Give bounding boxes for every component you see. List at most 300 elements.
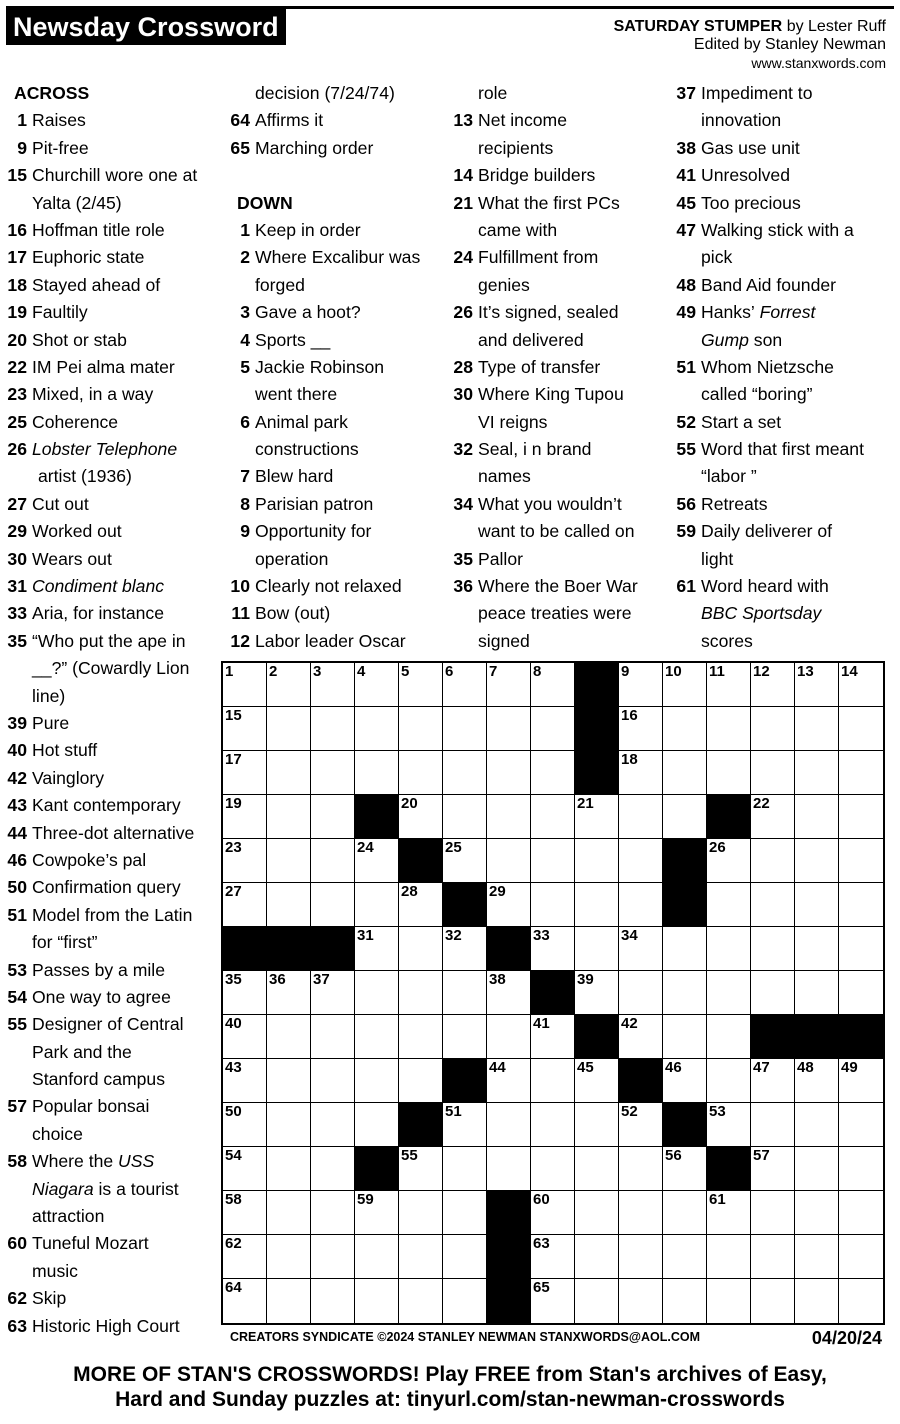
grid-cell[interactable] xyxy=(399,707,443,751)
author: by Lester Ruff xyxy=(786,18,886,35)
clue-text: Marching order xyxy=(255,137,374,158)
grid-cell[interactable] xyxy=(663,663,707,707)
grid-cell[interactable] xyxy=(311,1147,355,1191)
clue-number: 38 xyxy=(676,137,696,158)
black-square xyxy=(487,1279,531,1323)
grid-cell[interactable] xyxy=(487,883,531,927)
grid-cell[interactable] xyxy=(355,927,399,971)
grid-cell[interactable] xyxy=(575,883,619,927)
grid-cell[interactable] xyxy=(355,1059,399,1103)
grid-cell[interactable] xyxy=(399,1279,443,1323)
grid-cell[interactable] xyxy=(663,795,707,839)
grid-cell[interactable] xyxy=(443,971,487,1015)
grid-cell[interactable] xyxy=(751,707,795,751)
grid-cell[interactable] xyxy=(795,971,839,1015)
page-title: Newsday Crossword xyxy=(6,9,286,45)
website-link[interactable]: www.stanxwords.com xyxy=(751,55,886,71)
clue-text: “labor ” xyxy=(701,466,757,487)
cell-number: 12 xyxy=(753,663,770,680)
grid-cell[interactable] xyxy=(575,1279,619,1323)
grid-cell[interactable] xyxy=(223,1235,267,1279)
clue xyxy=(5,217,197,244)
clue-text: Animal park xyxy=(255,411,348,432)
grid-cell[interactable] xyxy=(751,795,795,839)
clue-number: 28 xyxy=(453,356,473,377)
grid-cell[interactable] xyxy=(795,839,839,883)
clue-number: 25 xyxy=(7,411,27,432)
grid-cell[interactable] xyxy=(795,751,839,795)
clue-text: scores xyxy=(701,630,753,651)
grid-cell[interactable] xyxy=(355,1103,399,1147)
grid-cell[interactable] xyxy=(487,707,531,751)
grid-cell[interactable] xyxy=(619,663,663,707)
grid-cell[interactable] xyxy=(355,883,399,927)
grid-cell[interactable] xyxy=(751,1235,795,1279)
grid-cell[interactable] xyxy=(619,707,663,751)
grid-cell[interactable] xyxy=(487,1147,531,1191)
grid-cell[interactable] xyxy=(531,707,575,751)
grid-cell[interactable] xyxy=(619,1279,663,1323)
grid-cell[interactable] xyxy=(751,1191,795,1235)
grid-cell[interactable] xyxy=(663,751,707,795)
grid-cell[interactable] xyxy=(443,1015,487,1059)
grid-cell[interactable] xyxy=(839,1191,883,1235)
grid-cell[interactable] xyxy=(443,663,487,707)
clue-text: Three-dot alternative xyxy=(32,822,195,843)
clue-column-4 xyxy=(674,80,864,655)
grid-cell[interactable] xyxy=(443,1279,487,1323)
clue-text: Blew hard xyxy=(255,466,334,487)
clue-continuation xyxy=(5,683,197,710)
cell-number: 49 xyxy=(841,1059,858,1076)
grid-cell[interactable] xyxy=(575,1103,619,1147)
grid-cell[interactable] xyxy=(531,1147,575,1191)
grid-cell[interactable] xyxy=(223,1279,267,1323)
grid-cell[interactable] xyxy=(751,751,795,795)
grid-cell[interactable] xyxy=(267,839,311,883)
grid-cell[interactable] xyxy=(443,1235,487,1279)
grid-cell[interactable] xyxy=(399,1147,443,1191)
clue-number: 8 xyxy=(240,493,250,514)
clue xyxy=(674,491,864,518)
grid-cell[interactable] xyxy=(311,751,355,795)
grid-cell[interactable] xyxy=(443,927,487,971)
grid-cell[interactable] xyxy=(531,751,575,795)
grid-cell[interactable] xyxy=(311,795,355,839)
grid-cell[interactable] xyxy=(311,1103,355,1147)
grid-cell[interactable] xyxy=(839,927,883,971)
black-square xyxy=(399,1103,443,1147)
grid-cell[interactable] xyxy=(575,971,619,1015)
cell-number: 16 xyxy=(621,707,638,724)
grid-cell[interactable] xyxy=(795,795,839,839)
clue-number: 30 xyxy=(7,548,27,569)
clue-text: Mixed, in a way xyxy=(32,384,154,405)
grid-cell[interactable] xyxy=(355,707,399,751)
grid-cell[interactable] xyxy=(267,795,311,839)
grid-cell[interactable] xyxy=(663,971,707,1015)
grid-cell[interactable] xyxy=(223,751,267,795)
clue-number: 61 xyxy=(676,576,696,597)
grid-cell[interactable] xyxy=(267,751,311,795)
grid-cell[interactable] xyxy=(487,795,531,839)
grid-cell[interactable] xyxy=(663,927,707,971)
clue-text: choice xyxy=(32,1123,83,1144)
grid-cell[interactable] xyxy=(707,839,751,883)
black-square xyxy=(443,883,487,927)
puzzle-byline xyxy=(614,18,886,36)
grid-cell[interactable] xyxy=(619,839,663,883)
grid-cell[interactable] xyxy=(751,1059,795,1103)
grid-cell[interactable] xyxy=(487,663,531,707)
grid-cell[interactable] xyxy=(839,751,883,795)
cell-number: 2 xyxy=(269,663,278,680)
grid-cell[interactable] xyxy=(443,839,487,883)
grid-cell[interactable] xyxy=(355,663,399,707)
grid-cell[interactable] xyxy=(707,1059,751,1103)
clue-text: Sports __ xyxy=(255,329,331,350)
grid-cell[interactable] xyxy=(707,1279,751,1323)
grid-cell[interactable] xyxy=(751,1103,795,1147)
grid-cell[interactable] xyxy=(531,927,575,971)
grid-cell[interactable] xyxy=(707,1103,751,1147)
clue-number: 21 xyxy=(453,192,473,213)
grid-cell[interactable] xyxy=(311,1235,355,1279)
clue-continuation xyxy=(451,409,638,436)
grid-cell[interactable] xyxy=(839,839,883,883)
grid-cell[interactable] xyxy=(223,1059,267,1103)
grid-cell[interactable] xyxy=(355,839,399,883)
grid-cell[interactable] xyxy=(311,663,355,707)
grid-cell[interactable] xyxy=(223,883,267,927)
grid-cell[interactable] xyxy=(575,1059,619,1103)
grid-cell[interactable] xyxy=(531,1103,575,1147)
grid-cell[interactable] xyxy=(619,751,663,795)
grid-cell[interactable] xyxy=(355,1279,399,1323)
grid-cell[interactable] xyxy=(355,971,399,1015)
grid-cell[interactable] xyxy=(751,883,795,927)
grid-cell[interactable] xyxy=(751,971,795,1015)
cell-number: 59 xyxy=(357,1191,374,1208)
clue-number: 45 xyxy=(676,192,696,213)
clue-text: Where the xyxy=(32,1151,114,1172)
grid-cell[interactable] xyxy=(223,1191,267,1235)
grid-cell[interactable] xyxy=(267,1279,311,1323)
clue xyxy=(5,628,197,655)
clue-text: Vainglory xyxy=(32,767,105,788)
clue-number: 1 xyxy=(17,110,27,131)
grid-cell[interactable] xyxy=(487,751,531,795)
editor: Edited by Stanley Newman xyxy=(693,36,886,53)
grid-cell[interactable] xyxy=(663,1147,707,1191)
cell-number: 65 xyxy=(533,1279,550,1296)
clue-italic-text: USS xyxy=(113,1151,155,1172)
grid-cell[interactable] xyxy=(707,751,751,795)
clue-number: 22 xyxy=(7,356,27,377)
grid-cell[interactable] xyxy=(531,663,575,707)
grid-cell[interactable] xyxy=(223,971,267,1015)
clue-continuation xyxy=(5,1258,197,1285)
black-square xyxy=(663,839,707,883)
clue xyxy=(451,436,638,463)
clue xyxy=(674,299,864,326)
grid-cell[interactable] xyxy=(399,751,443,795)
clue-number: 46 xyxy=(7,849,27,870)
grid-cell[interactable] xyxy=(267,1147,311,1191)
grid-cell[interactable] xyxy=(795,883,839,927)
cell-number: 36 xyxy=(269,971,286,988)
grid-cell[interactable] xyxy=(223,1147,267,1191)
grid-cell[interactable] xyxy=(311,971,355,1015)
clue-text: peace treaties were xyxy=(478,603,632,624)
grid-cell[interactable] xyxy=(531,1191,575,1235)
grid-cell[interactable] xyxy=(575,839,619,883)
grid-cell[interactable] xyxy=(839,1235,883,1279)
grid-cell[interactable] xyxy=(619,971,663,1015)
cell-number: 56 xyxy=(665,1147,682,1164)
grid-cell[interactable] xyxy=(575,1235,619,1279)
grid-cell[interactable] xyxy=(531,839,575,883)
clue xyxy=(674,217,864,244)
clue xyxy=(5,902,197,929)
cell-number: 48 xyxy=(797,1059,814,1076)
grid-cell[interactable] xyxy=(223,839,267,883)
clue xyxy=(228,354,420,381)
grid-cell[interactable] xyxy=(311,707,355,751)
cell-number: 7 xyxy=(489,663,498,680)
clue-text: IM Pei alma mater xyxy=(32,356,175,377)
grid-cell[interactable] xyxy=(267,1103,311,1147)
crossword-grid xyxy=(221,661,885,1325)
grid-cell[interactable] xyxy=(223,707,267,751)
clue-text: Where Excalibur was xyxy=(255,247,421,268)
clue xyxy=(674,518,864,545)
promo-line-1: MORE OF STAN'S CROSSWORDS! Play FREE from Stan's archives of Easy, xyxy=(73,1363,827,1386)
grid-cell[interactable] xyxy=(839,663,883,707)
clue-number: 9 xyxy=(17,137,27,158)
clue-text: genies xyxy=(478,274,530,295)
grid-cell[interactable] xyxy=(267,1059,311,1103)
grid-cell[interactable] xyxy=(311,1279,355,1323)
grid-cell[interactable] xyxy=(267,883,311,927)
cell-number: 8 xyxy=(533,663,542,680)
clue-continuation xyxy=(228,436,420,463)
grid-cell[interactable] xyxy=(707,663,751,707)
grid-cell[interactable] xyxy=(399,927,443,971)
clue-number: 20 xyxy=(7,329,27,350)
grid-cell[interactable] xyxy=(663,707,707,751)
grid-cell[interactable] xyxy=(399,1015,443,1059)
grid-cell[interactable] xyxy=(575,927,619,971)
grid-cell[interactable] xyxy=(443,707,487,751)
grid-cell[interactable] xyxy=(619,1103,663,1147)
grid-cell[interactable] xyxy=(531,1015,575,1059)
grid-cell[interactable] xyxy=(267,1235,311,1279)
grid-cell[interactable] xyxy=(751,1147,795,1191)
grid-cell[interactable] xyxy=(839,1103,883,1147)
grid-cell[interactable] xyxy=(443,1103,487,1147)
clue-text: Seal, i n brand xyxy=(478,439,592,460)
grid-cell[interactable] xyxy=(399,971,443,1015)
clue-number: 55 xyxy=(7,1014,27,1035)
grid-cell[interactable] xyxy=(443,1147,487,1191)
grid-cell[interactable] xyxy=(795,663,839,707)
clue-text: role xyxy=(478,83,508,103)
clue-text: Where King Tupou xyxy=(478,384,624,405)
grid-cell[interactable] xyxy=(751,839,795,883)
grid-cell[interactable] xyxy=(487,839,531,883)
grid-cell[interactable] xyxy=(267,1191,311,1235)
grid-cell[interactable] xyxy=(223,795,267,839)
black-square xyxy=(443,1059,487,1103)
grid-cell[interactable] xyxy=(399,1191,443,1235)
clue-number: 59 xyxy=(676,521,696,542)
grid-cell[interactable] xyxy=(399,663,443,707)
grid-cell[interactable] xyxy=(267,971,311,1015)
grid-cell[interactable] xyxy=(795,1059,839,1103)
grid-cell[interactable] xyxy=(707,971,751,1015)
grid-cell[interactable] xyxy=(795,707,839,751)
grid-cell[interactable] xyxy=(839,1147,883,1191)
grid-cell[interactable] xyxy=(487,971,531,1015)
grid-cell[interactable] xyxy=(751,927,795,971)
grid-cell[interactable] xyxy=(707,1191,751,1235)
grid-cell[interactable] xyxy=(795,1147,839,1191)
grid-cell[interactable] xyxy=(531,883,575,927)
grid-cell[interactable] xyxy=(619,1015,663,1059)
grid-cell[interactable] xyxy=(311,1015,355,1059)
grid-cell[interactable] xyxy=(619,883,663,927)
grid-cell[interactable] xyxy=(399,795,443,839)
puzzle-date: 04/20/24 xyxy=(811,1328,882,1348)
grid-cell[interactable] xyxy=(619,927,663,971)
grid-cell[interactable] xyxy=(267,1015,311,1059)
grid-cell[interactable] xyxy=(707,707,751,751)
grid-cell[interactable] xyxy=(663,1235,707,1279)
grid-cell[interactable] xyxy=(531,795,575,839)
clue xyxy=(5,710,197,737)
grid-cell[interactable] xyxy=(223,663,267,707)
grid-cell[interactable] xyxy=(663,1279,707,1323)
grid-cell[interactable] xyxy=(839,795,883,839)
grid-cell[interactable] xyxy=(399,1059,443,1103)
black-square xyxy=(795,1015,839,1059)
grid-cell[interactable] xyxy=(267,663,311,707)
grid-cell[interactable] xyxy=(795,1103,839,1147)
grid-cell[interactable] xyxy=(487,1015,531,1059)
grid-cell[interactable] xyxy=(223,1015,267,1059)
grid-cell[interactable] xyxy=(575,795,619,839)
clue-number: 51 xyxy=(676,356,696,377)
grid-cell[interactable] xyxy=(531,1235,575,1279)
grid-cell[interactable] xyxy=(619,1191,663,1235)
grid-cell[interactable] xyxy=(795,1235,839,1279)
grid-cell[interactable] xyxy=(443,751,487,795)
clue-text: constructions xyxy=(255,439,359,460)
grid-cell[interactable] xyxy=(575,1191,619,1235)
cell-number: 17 xyxy=(225,751,242,768)
grid-cell[interactable] xyxy=(619,795,663,839)
grid-cell[interactable] xyxy=(487,1103,531,1147)
grid-cell[interactable] xyxy=(355,1235,399,1279)
grid-cell[interactable] xyxy=(311,839,355,883)
cell-number: 29 xyxy=(489,883,506,900)
clue xyxy=(674,135,864,162)
grid-cell[interactable] xyxy=(795,1279,839,1323)
grid-cell[interactable] xyxy=(707,1015,751,1059)
grid-cell[interactable] xyxy=(663,1191,707,1235)
grid-cell[interactable] xyxy=(707,883,751,927)
clue-text: Pit-free xyxy=(32,137,89,158)
clue-text: Hot stuff xyxy=(32,740,98,761)
grid-cell[interactable] xyxy=(839,883,883,927)
clue-text: Type of transfer xyxy=(478,356,601,377)
grid-cell[interactable] xyxy=(839,707,883,751)
grid-cell[interactable] xyxy=(531,1059,575,1103)
grid-cell[interactable] xyxy=(751,663,795,707)
grid-cell[interactable] xyxy=(311,1059,355,1103)
grid-cell[interactable] xyxy=(839,1279,883,1323)
grid-cell[interactable] xyxy=(311,1191,355,1235)
grid-cell[interactable] xyxy=(531,1279,575,1323)
clue xyxy=(228,107,420,134)
clue-text: Affirms it xyxy=(255,110,324,131)
grid-cell[interactable] xyxy=(443,795,487,839)
grid-cell[interactable] xyxy=(311,883,355,927)
grid-cell[interactable] xyxy=(751,1279,795,1323)
clue-text: Designer of Central xyxy=(32,1014,184,1035)
clue-number: 35 xyxy=(453,548,473,569)
grid-cell[interactable] xyxy=(619,1147,663,1191)
clue-number: 18 xyxy=(7,274,27,295)
clue xyxy=(451,491,638,518)
grid-cell[interactable] xyxy=(399,883,443,927)
grid-cell[interactable] xyxy=(355,1191,399,1235)
clue xyxy=(674,272,864,299)
grid-cell[interactable] xyxy=(795,1191,839,1235)
grid-cell[interactable] xyxy=(839,1059,883,1103)
cell-number: 26 xyxy=(709,839,726,856)
clue-number: 34 xyxy=(453,493,473,514)
grid-cell[interactable] xyxy=(487,1059,531,1103)
cell-number: 5 xyxy=(401,663,410,680)
grid-cell[interactable] xyxy=(707,927,751,971)
grid-cell[interactable] xyxy=(795,927,839,971)
grid-cell[interactable] xyxy=(443,1191,487,1235)
cell-number: 38 xyxy=(489,971,506,988)
grid-cell[interactable] xyxy=(663,1015,707,1059)
black-square xyxy=(839,1015,883,1059)
grid-cell[interactable] xyxy=(619,1235,663,1279)
cell-number: 40 xyxy=(225,1015,242,1032)
grid-cell[interactable] xyxy=(267,707,311,751)
grid-cell[interactable] xyxy=(839,971,883,1015)
grid-cell[interactable] xyxy=(355,1015,399,1059)
grid-cell[interactable] xyxy=(355,751,399,795)
clue-text: went there xyxy=(255,384,338,405)
grid-cell[interactable] xyxy=(399,1235,443,1279)
black-square xyxy=(399,839,443,883)
grid-cell[interactable] xyxy=(575,1147,619,1191)
grid-cell[interactable] xyxy=(223,1103,267,1147)
grid-cell[interactable] xyxy=(707,1235,751,1279)
clue-text: Clearly not relaxed xyxy=(255,576,402,597)
clue-continuation xyxy=(5,929,197,956)
clue-number: 35 xyxy=(7,630,27,651)
clue-text: Walking stick with a xyxy=(701,219,854,240)
grid-cell[interactable] xyxy=(663,1059,707,1103)
clue-number: 40 xyxy=(7,740,27,761)
